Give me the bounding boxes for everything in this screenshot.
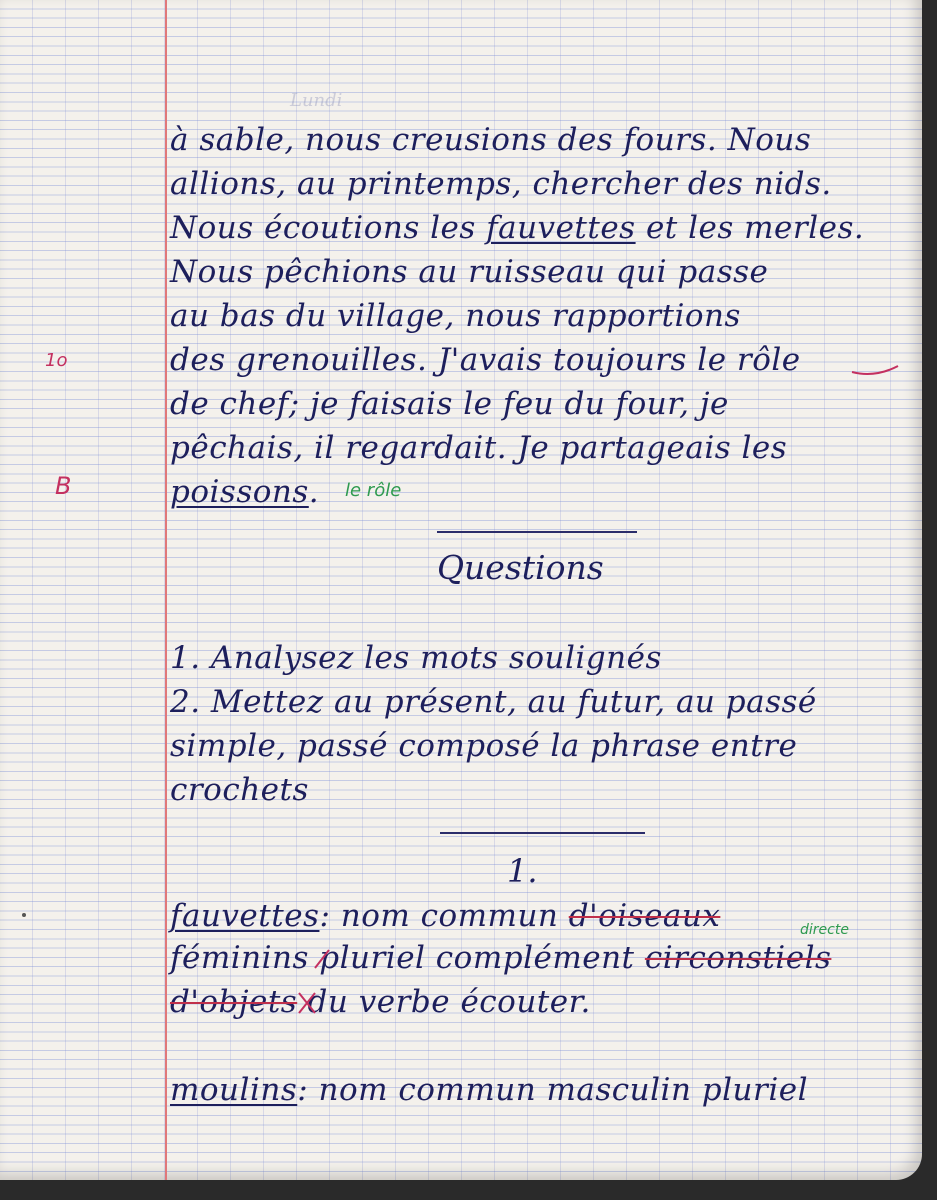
faint-top-note: Lundi xyxy=(290,90,343,111)
answer-line-1 xyxy=(170,898,720,934)
text-line-8: pêchais, il regardait. Je partageais les xyxy=(170,430,788,466)
answer-word-fauvettes: fauvettes xyxy=(170,898,320,934)
struck-oiseaux: d'oiseaux xyxy=(568,898,721,934)
questions-heading: Questions xyxy=(437,548,604,587)
margin-grade-mark: 1o xyxy=(45,350,68,371)
text-line-1: à sable, nous creusions des fours. Nous xyxy=(170,122,812,158)
text-line-2: allions, au printemps, chercher des nids. xyxy=(170,166,832,202)
underlined-poissons: poissons xyxy=(170,474,309,510)
separator-rule-top xyxy=(437,531,637,533)
red-cross-mark xyxy=(296,990,318,1016)
struck-circonstiels: circonstiels xyxy=(644,940,832,976)
separator-rule-answers xyxy=(440,832,645,834)
text-line-3-a: Nous écoutions les xyxy=(170,210,487,246)
red-cross-mark-2 xyxy=(312,946,332,972)
margin-rule xyxy=(165,0,167,1180)
answer-line-3-b: du verbe écouter. xyxy=(297,984,591,1020)
binding-dot xyxy=(22,913,26,917)
answer-line-2-a: féminins pluriel complément xyxy=(170,940,645,976)
text-line-4: Nous pêchions au ruisseau qui passe xyxy=(170,254,769,290)
answer-line-2 xyxy=(170,940,831,976)
red-correction-stroke xyxy=(850,360,900,380)
text-line-3 xyxy=(170,210,864,246)
margin-letter-mark: B xyxy=(55,472,72,500)
question-2-line-1: 2. Mettez au présent, au futur, au passé xyxy=(170,684,817,720)
answer-line-1-b: : nom commun xyxy=(319,898,569,934)
text-line-9-b: . xyxy=(308,474,320,510)
question-2-line-3: crochets xyxy=(170,772,309,808)
answer-line-4 xyxy=(170,1072,808,1108)
text-line-6: des grenouilles. J'avais toujours le rôle xyxy=(170,342,801,378)
answer-word-moulins: moulins xyxy=(170,1072,298,1108)
text-line-9 xyxy=(170,474,319,510)
green-correction-directe: directe xyxy=(800,922,849,938)
green-correction-role: le rôle xyxy=(345,480,402,501)
text-line-3-b: et les merles. xyxy=(635,210,865,246)
answer-line-4-b: : nom commun masculin pluriel xyxy=(297,1072,808,1108)
question-1: 1. Analysez les mots soulignés xyxy=(170,640,662,676)
text-line-7: de chef; je faisais le feu du four, je xyxy=(170,386,729,422)
answer-number: 1. xyxy=(507,852,538,890)
question-2-line-2: simple, passé composé la phrase entre xyxy=(170,728,798,764)
text-line-5: au bas du village, nous rapportions xyxy=(170,298,741,334)
struck-objets: d'objets xyxy=(170,984,298,1020)
underlined-fauvettes: fauvettes xyxy=(486,210,636,246)
answer-line-3 xyxy=(170,984,591,1020)
